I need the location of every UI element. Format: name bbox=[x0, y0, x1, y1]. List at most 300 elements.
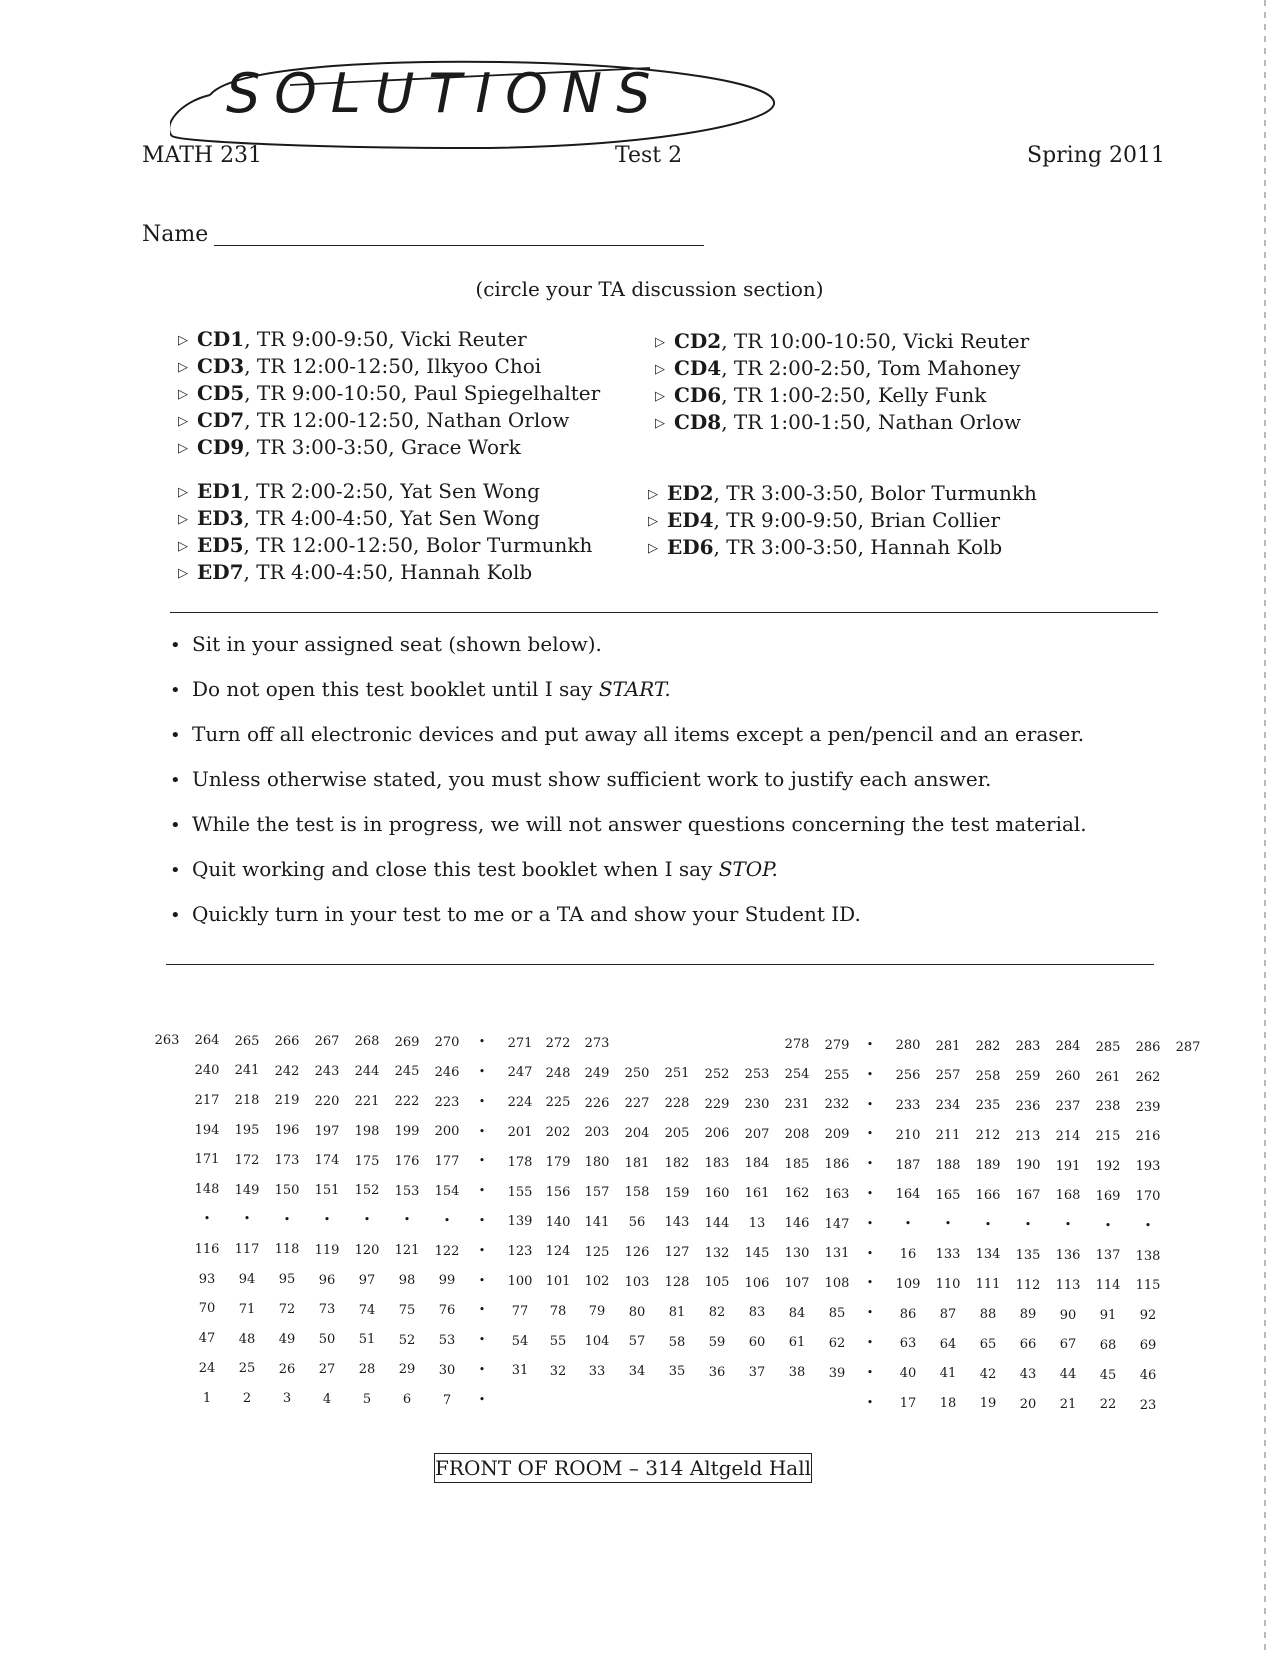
seat-number: 82 bbox=[708, 1305, 726, 1321]
seat-number: 185 bbox=[784, 1156, 810, 1172]
section-instruction: (circle your TA discussion section) bbox=[475, 277, 824, 301]
seat-number: 18 bbox=[939, 1396, 957, 1412]
bullet-icon: • bbox=[170, 860, 181, 881]
seat-number: 158 bbox=[624, 1185, 650, 1201]
seat-number: 105 bbox=[704, 1275, 730, 1291]
seat-number: 130 bbox=[784, 1246, 810, 1262]
seat-number: 193 bbox=[1135, 1159, 1161, 1175]
seat-number: 242 bbox=[274, 1063, 300, 1079]
triangle-marker-icon: ▷ bbox=[178, 360, 188, 375]
triangle-marker-icon: ▷ bbox=[178, 441, 188, 456]
seat-number: 43 bbox=[1019, 1366, 1037, 1382]
seat-number: 86 bbox=[899, 1306, 917, 1322]
seat-number: 206 bbox=[704, 1126, 730, 1142]
seat-number: 70 bbox=[198, 1301, 216, 1317]
section-code: CD4 bbox=[674, 356, 722, 380]
aisle-dot: • bbox=[478, 1303, 486, 1317]
seat-number: 135 bbox=[1015, 1247, 1041, 1263]
seat-number: 219 bbox=[274, 1093, 300, 1109]
seat-number: 168 bbox=[1055, 1188, 1081, 1204]
seat-number: 154 bbox=[434, 1183, 460, 1199]
seat-number: 272 bbox=[545, 1035, 571, 1051]
seat-number: 166 bbox=[975, 1187, 1001, 1203]
seat-number: 99 bbox=[438, 1273, 456, 1289]
seat-number: 111 bbox=[975, 1277, 1001, 1293]
seat-number: 113 bbox=[1055, 1277, 1081, 1293]
section-cd8[interactable] bbox=[655, 410, 1021, 434]
seat-number: 114 bbox=[1095, 1278, 1121, 1294]
seat-number: 264 bbox=[194, 1033, 220, 1049]
seat-number: 169 bbox=[1095, 1188, 1121, 1204]
seat-number: 226 bbox=[584, 1095, 610, 1111]
section-code: CD7 bbox=[197, 408, 245, 432]
seat-number: 90 bbox=[1059, 1307, 1077, 1323]
seat-number: 157 bbox=[584, 1185, 610, 1201]
aisle-dot: • bbox=[243, 1212, 251, 1226]
seat-number: 232 bbox=[824, 1097, 850, 1113]
seat-number: 178 bbox=[507, 1154, 533, 1170]
section-cd4[interactable] bbox=[655, 356, 1020, 380]
seat-number: 230 bbox=[744, 1096, 770, 1112]
triangle-marker-icon: ▷ bbox=[648, 487, 658, 502]
seat-number: 110 bbox=[935, 1277, 961, 1292]
seat-number: 100 bbox=[507, 1273, 533, 1289]
seat-number: 189 bbox=[975, 1158, 1001, 1174]
seat-number: 25 bbox=[238, 1361, 256, 1377]
triangle-marker-icon: ▷ bbox=[178, 566, 188, 581]
seat-number: 257 bbox=[935, 1068, 961, 1084]
seat-number: 147 bbox=[824, 1216, 850, 1232]
section-details: , TR 3:00-3:50, Bolor Turmunkh bbox=[713, 481, 1037, 505]
seat-number: 182 bbox=[664, 1155, 690, 1171]
section-ed3[interactable] bbox=[178, 506, 540, 530]
seat-number: 184 bbox=[744, 1156, 770, 1172]
seat-number: 281 bbox=[935, 1038, 961, 1054]
seat-number: 156 bbox=[545, 1184, 571, 1200]
test-title: Test 2 bbox=[615, 143, 683, 168]
seat-number: 247 bbox=[507, 1065, 533, 1081]
aisle-dot: • bbox=[478, 1273, 486, 1287]
seat-number: 122 bbox=[434, 1243, 460, 1259]
section-cd7[interactable] bbox=[178, 408, 569, 432]
seat-number: 136 bbox=[1055, 1248, 1081, 1264]
aisle-dot: • bbox=[363, 1213, 371, 1227]
seat-number: 172 bbox=[234, 1152, 260, 1168]
seat-number: 117 bbox=[234, 1242, 260, 1258]
section-ed6[interactable] bbox=[648, 535, 1002, 559]
handwritten-solutions-drawing bbox=[170, 40, 790, 160]
seat-number: 278 bbox=[784, 1037, 810, 1053]
aisle-dot: • bbox=[478, 1065, 486, 1079]
seat-number: 7 bbox=[442, 1392, 452, 1408]
seat-number: 62 bbox=[828, 1335, 846, 1351]
seat-number: 171 bbox=[194, 1152, 220, 1168]
seat-number: 209 bbox=[824, 1127, 850, 1143]
section-cd1[interactable] bbox=[178, 327, 527, 351]
seat-number: 125 bbox=[584, 1244, 610, 1260]
seat-number: 30 bbox=[438, 1362, 456, 1378]
section-cd6[interactable] bbox=[655, 383, 986, 407]
seat-number: 221 bbox=[354, 1094, 380, 1109]
triangle-marker-icon: ▷ bbox=[178, 387, 188, 402]
seat-number: 255 bbox=[824, 1067, 850, 1083]
seat-number: 34 bbox=[628, 1364, 646, 1380]
seat-number: 134 bbox=[975, 1247, 1001, 1263]
seat-number: 65 bbox=[979, 1336, 997, 1352]
seat-number: 202 bbox=[545, 1125, 571, 1141]
triangle-marker-icon: ▷ bbox=[648, 541, 658, 556]
seat-number: 181 bbox=[624, 1155, 650, 1171]
section-ed7[interactable] bbox=[178, 560, 532, 584]
seat-number: 49 bbox=[278, 1331, 296, 1347]
seat-number: 212 bbox=[975, 1128, 1001, 1144]
seat-number: 44 bbox=[1059, 1367, 1077, 1383]
seat-number: 47 bbox=[198, 1331, 216, 1347]
seat-number: 5 bbox=[362, 1392, 372, 1407]
seat-number: 140 bbox=[545, 1214, 571, 1230]
seat-number: 180 bbox=[584, 1155, 610, 1171]
aisle-dot: • bbox=[944, 1217, 952, 1231]
aisle-dot: • bbox=[866, 1157, 874, 1171]
seat-number: 94 bbox=[238, 1271, 256, 1287]
course-title: MATH 231 bbox=[142, 143, 263, 168]
aisle-dot: • bbox=[1064, 1218, 1072, 1232]
triangle-marker-icon: ▷ bbox=[178, 512, 188, 527]
section-details: , TR 9:00-9:50, Vicki Reuter bbox=[244, 327, 527, 351]
seat-number: 280 bbox=[895, 1038, 921, 1054]
seat-number: 241 bbox=[234, 1063, 260, 1079]
seat-number: 84 bbox=[788, 1305, 806, 1321]
seat-number: 138 bbox=[1135, 1248, 1161, 1264]
section-cd3[interactable] bbox=[178, 354, 541, 378]
seat-number: 39 bbox=[828, 1365, 846, 1381]
aisle-dot: • bbox=[478, 1094, 486, 1108]
seat-number: 54 bbox=[511, 1333, 529, 1349]
seat-number: 56 bbox=[628, 1215, 646, 1231]
seat-number: 265 bbox=[234, 1033, 260, 1049]
seat-number: 285 bbox=[1095, 1039, 1121, 1055]
front-of-room-label: FRONT OF ROOM – 314 Altgeld Hall bbox=[434, 1453, 812, 1483]
handwritten-solutions bbox=[170, 40, 790, 160]
seat-number: 104 bbox=[584, 1334, 610, 1350]
seat-number: 240 bbox=[194, 1063, 220, 1079]
seat-number: 270 bbox=[434, 1034, 460, 1050]
aisle-dot: • bbox=[866, 1127, 874, 1141]
seat-number: 207 bbox=[744, 1126, 770, 1142]
seat-number: 192 bbox=[1095, 1158, 1121, 1174]
seat-number: 124 bbox=[545, 1244, 571, 1260]
section-details: , TR 1:00-1:50, Nathan Orlow bbox=[721, 410, 1021, 434]
seat-number: 236 bbox=[1015, 1098, 1041, 1114]
seat-number: 214 bbox=[1055, 1128, 1081, 1144]
seat-number: 79 bbox=[588, 1304, 606, 1320]
section-details: , TR 12:00-12:50, Nathan Orlow bbox=[244, 408, 570, 432]
seat-number: 37 bbox=[748, 1365, 766, 1380]
aisle-dot: • bbox=[478, 1333, 486, 1347]
seat-number: 287 bbox=[1175, 1040, 1201, 1056]
instruction-item: • Turn off all electronic devices and put away all items except a pen/pencil and an eraser. bbox=[170, 722, 1085, 746]
seat-number: 27 bbox=[318, 1361, 336, 1377]
seat-number: 249 bbox=[584, 1065, 610, 1081]
section-code: CD2 bbox=[674, 329, 722, 353]
section-details: , TR 2:00-2:50, Yat Sen Wong bbox=[243, 479, 540, 503]
seat-number: 50 bbox=[318, 1332, 336, 1348]
seat-number: 238 bbox=[1095, 1099, 1121, 1115]
seat-number: 187 bbox=[895, 1157, 921, 1173]
aisle-dot: • bbox=[323, 1212, 331, 1226]
bullet-icon: • bbox=[170, 680, 181, 701]
seat-number: 271 bbox=[507, 1035, 533, 1051]
instruction-item: • Unless otherwise stated, you must show sufficient work to justify each answer. bbox=[170, 767, 992, 791]
seat-number: 126 bbox=[624, 1244, 650, 1260]
aisle-dot: • bbox=[866, 1097, 874, 1111]
seat-number: 267 bbox=[314, 1034, 340, 1050]
section-details: , TR 10:00-10:50, Vicki Reuter bbox=[721, 329, 1030, 353]
seat-number: 71 bbox=[238, 1301, 256, 1317]
aisle-dot: • bbox=[478, 1363, 486, 1377]
seat-number: 29 bbox=[398, 1362, 416, 1378]
seat-number: 190 bbox=[1015, 1158, 1041, 1174]
seat-number: 46 bbox=[1139, 1367, 1157, 1383]
seat-number: 215 bbox=[1095, 1129, 1121, 1145]
aisle-dot: • bbox=[478, 1243, 486, 1257]
seat-number: 16 bbox=[899, 1246, 917, 1262]
name-field-line[interactable] bbox=[214, 245, 704, 246]
seat-number: 217 bbox=[194, 1092, 220, 1108]
triangle-marker-icon: ▷ bbox=[178, 485, 188, 500]
seat-number: 132 bbox=[704, 1245, 730, 1261]
aisle-dot: • bbox=[403, 1213, 411, 1227]
seat-number: 167 bbox=[1015, 1188, 1041, 1204]
seat-number: 194 bbox=[194, 1122, 220, 1138]
seat-number: 200 bbox=[434, 1124, 460, 1140]
seat-number: 22 bbox=[1099, 1397, 1117, 1413]
seat-number: 4 bbox=[322, 1391, 332, 1407]
seat-number: 279 bbox=[824, 1037, 850, 1053]
seat-number: 69 bbox=[1139, 1338, 1157, 1353]
seat-number: 1 bbox=[202, 1390, 212, 1406]
seat-number: 57 bbox=[628, 1334, 646, 1350]
seat-number: 41 bbox=[939, 1366, 957, 1382]
seat-number: 164 bbox=[895, 1187, 921, 1203]
section-code: CD6 bbox=[674, 383, 722, 407]
seat-number: 183 bbox=[704, 1156, 730, 1172]
seat-number: 33 bbox=[588, 1363, 606, 1379]
seat-number: 211 bbox=[935, 1128, 961, 1143]
section-details: , TR 9:00-9:50, Brian Collier bbox=[713, 508, 1001, 532]
seat-number: 260 bbox=[1055, 1069, 1081, 1085]
aisle-dot: • bbox=[443, 1213, 451, 1227]
seat-number: 159 bbox=[664, 1185, 690, 1201]
seat-number: 151 bbox=[314, 1183, 340, 1199]
section-code: ED6 bbox=[667, 535, 714, 559]
seat-number: 108 bbox=[824, 1276, 850, 1292]
bullet-icon: • bbox=[170, 815, 181, 836]
section-cd9[interactable] bbox=[178, 435, 521, 459]
seat-number: 231 bbox=[784, 1097, 810, 1113]
seat-number: 91 bbox=[1099, 1307, 1117, 1323]
section-details: , TR 9:00-10:50, Paul Spiegelhalter bbox=[244, 381, 601, 405]
aisle-dot: • bbox=[866, 1276, 874, 1290]
seat-number: 203 bbox=[584, 1125, 610, 1141]
aisle-dot: • bbox=[866, 1365, 874, 1379]
aisle-dot: • bbox=[904, 1217, 912, 1231]
seat-number: 77 bbox=[511, 1303, 529, 1319]
seat-number: 45 bbox=[1099, 1367, 1117, 1383]
divider bbox=[170, 612, 1158, 613]
seat-number: 97 bbox=[358, 1272, 376, 1288]
seat-number: 75 bbox=[398, 1302, 416, 1318]
seat-number: 253 bbox=[744, 1067, 770, 1082]
seat-number: 93 bbox=[198, 1271, 216, 1287]
seat-number: 229 bbox=[704, 1096, 730, 1112]
section-details: , TR 4:00-4:50, Yat Sen Wong bbox=[243, 506, 540, 530]
seat-number: 234 bbox=[935, 1098, 961, 1114]
seat-number: 208 bbox=[784, 1126, 810, 1142]
aisle-dot: • bbox=[866, 1187, 874, 1201]
aisle-dot: • bbox=[866, 1395, 874, 1409]
seat-number: 191 bbox=[1055, 1158, 1081, 1174]
seat-number: 198 bbox=[354, 1123, 380, 1139]
term-title: Spring 2011 bbox=[1027, 143, 1165, 168]
seat-number: 98 bbox=[398, 1273, 416, 1289]
aisle-dot: • bbox=[283, 1212, 291, 1226]
seat-number: 85 bbox=[828, 1305, 846, 1321]
section-code: CD9 bbox=[197, 435, 245, 459]
aisle-dot: • bbox=[478, 1035, 486, 1049]
seat-number: 51 bbox=[358, 1332, 376, 1348]
aisle-dot: • bbox=[478, 1124, 486, 1138]
seat-number: 205 bbox=[664, 1126, 690, 1142]
seat-number: 244 bbox=[354, 1064, 380, 1080]
seat-number: 174 bbox=[314, 1153, 340, 1169]
section-ed5[interactable] bbox=[178, 533, 592, 557]
seat-number: 103 bbox=[624, 1274, 650, 1290]
aisle-dot: • bbox=[478, 1154, 486, 1168]
seat-number: 199 bbox=[394, 1124, 420, 1140]
instruction-item: • Do not open this test booklet until I say START. bbox=[170, 677, 671, 701]
seat-number: 259 bbox=[1015, 1068, 1041, 1084]
section-cd2[interactable] bbox=[655, 329, 1029, 353]
seat-number: 89 bbox=[1019, 1307, 1037, 1323]
section-details: , TR 2:00-2:50, Tom Mahoney bbox=[721, 356, 1021, 380]
triangle-marker-icon: ▷ bbox=[178, 539, 188, 554]
seat-number: 252 bbox=[704, 1066, 730, 1082]
section-ed4[interactable] bbox=[648, 508, 1000, 532]
aisle-dot: • bbox=[478, 1184, 486, 1198]
section-code: CD1 bbox=[197, 327, 245, 351]
seat-number: 150 bbox=[274, 1182, 300, 1198]
seat-number: 72 bbox=[278, 1302, 296, 1318]
triangle-marker-icon: ▷ bbox=[648, 514, 658, 529]
aisle-dot: • bbox=[866, 1246, 874, 1260]
aisle-dot: • bbox=[1024, 1217, 1032, 1231]
aisle-dot: • bbox=[866, 1336, 874, 1350]
seat-number: 66 bbox=[1019, 1337, 1037, 1353]
aisle-dot: • bbox=[866, 1216, 874, 1230]
seat-number: 250 bbox=[624, 1066, 650, 1082]
seat-number: 210 bbox=[895, 1127, 921, 1143]
section-ed1[interactable] bbox=[178, 479, 540, 503]
instruction-item: • While the test is in progress, we will not answer questions concerning the test material. bbox=[170, 812, 1087, 836]
seat-number: 120 bbox=[354, 1243, 380, 1258]
seat-number: 127 bbox=[664, 1245, 690, 1261]
seat-number: 141 bbox=[584, 1214, 610, 1230]
seat-number: 83 bbox=[748, 1305, 766, 1321]
seat-number: 225 bbox=[545, 1095, 571, 1111]
seat-number: 118 bbox=[274, 1242, 300, 1258]
seat-number: 88 bbox=[979, 1307, 997, 1323]
seat-number: 204 bbox=[624, 1125, 650, 1141]
seat-number: 133 bbox=[935, 1247, 961, 1263]
seat-number: 60 bbox=[748, 1335, 766, 1351]
bullet-icon: • bbox=[170, 905, 181, 926]
aisle-dot: • bbox=[1144, 1218, 1152, 1232]
seat-number: 61 bbox=[788, 1335, 806, 1351]
seat-number: 197 bbox=[314, 1123, 340, 1139]
instruction-item: • Quickly turn in your test to me or a TA and show your Student ID. bbox=[170, 902, 861, 926]
seat-number: 222 bbox=[394, 1094, 420, 1110]
section-details: , TR 3:00-3:50, Grace Work bbox=[244, 435, 521, 459]
aisle-dot: • bbox=[866, 1306, 874, 1320]
seat-number: 52 bbox=[398, 1332, 416, 1348]
seat-number: 179 bbox=[545, 1155, 571, 1170]
section-details: , TR 12:00-12:50, Bolor Turmunkh bbox=[243, 533, 593, 557]
triangle-marker-icon: ▷ bbox=[178, 414, 188, 429]
section-ed2[interactable] bbox=[648, 481, 1037, 505]
seat-number: 64 bbox=[939, 1336, 957, 1352]
seat-number: 262 bbox=[1135, 1069, 1161, 1085]
triangle-marker-icon: ▷ bbox=[655, 335, 665, 350]
seat-number: 17 bbox=[899, 1395, 917, 1411]
seat-number: 235 bbox=[975, 1098, 1001, 1114]
seat-number: 188 bbox=[935, 1157, 961, 1173]
seat-number: 146 bbox=[784, 1216, 810, 1232]
seat-number: 20 bbox=[1019, 1396, 1037, 1412]
seat-number: 286 bbox=[1135, 1040, 1161, 1055]
seat-number: 186 bbox=[824, 1156, 850, 1172]
seat-number: 224 bbox=[507, 1095, 533, 1111]
seat-number: 31 bbox=[511, 1363, 529, 1379]
seat-number: 119 bbox=[314, 1242, 340, 1258]
seat-number: 38 bbox=[788, 1365, 806, 1381]
seat-number: 145 bbox=[744, 1245, 770, 1261]
seat-number: 59 bbox=[708, 1334, 726, 1350]
seat-number: 246 bbox=[434, 1064, 460, 1080]
seat-number: 101 bbox=[545, 1274, 571, 1290]
seat-number: 273 bbox=[584, 1036, 610, 1052]
seat-number: 3 bbox=[282, 1391, 292, 1407]
seat-number: 237 bbox=[1055, 1099, 1081, 1115]
seat-number: 258 bbox=[975, 1068, 1001, 1084]
seat-number: 26 bbox=[278, 1361, 296, 1377]
seat-number: 19 bbox=[979, 1396, 997, 1412]
seat-number: 152 bbox=[354, 1183, 380, 1199]
aisle-dot: • bbox=[866, 1038, 874, 1052]
seat-number: 115 bbox=[1135, 1278, 1161, 1294]
seat-number: 80 bbox=[628, 1304, 646, 1320]
instruction-item: • Quit working and close this test booklet when I say STOP. bbox=[170, 857, 778, 881]
seat-number: 283 bbox=[1015, 1039, 1041, 1055]
section-code: CD8 bbox=[674, 410, 722, 434]
section-code: ED7 bbox=[197, 560, 244, 584]
seat-number: 256 bbox=[895, 1068, 921, 1084]
seat-number: 123 bbox=[507, 1244, 533, 1260]
aisle-dot: • bbox=[1104, 1218, 1112, 1232]
seat-number: 176 bbox=[394, 1153, 420, 1169]
section-cd5[interactable] bbox=[178, 381, 600, 405]
section-details: , TR 12:00-12:50, Ilkyoo Choi bbox=[244, 354, 542, 378]
